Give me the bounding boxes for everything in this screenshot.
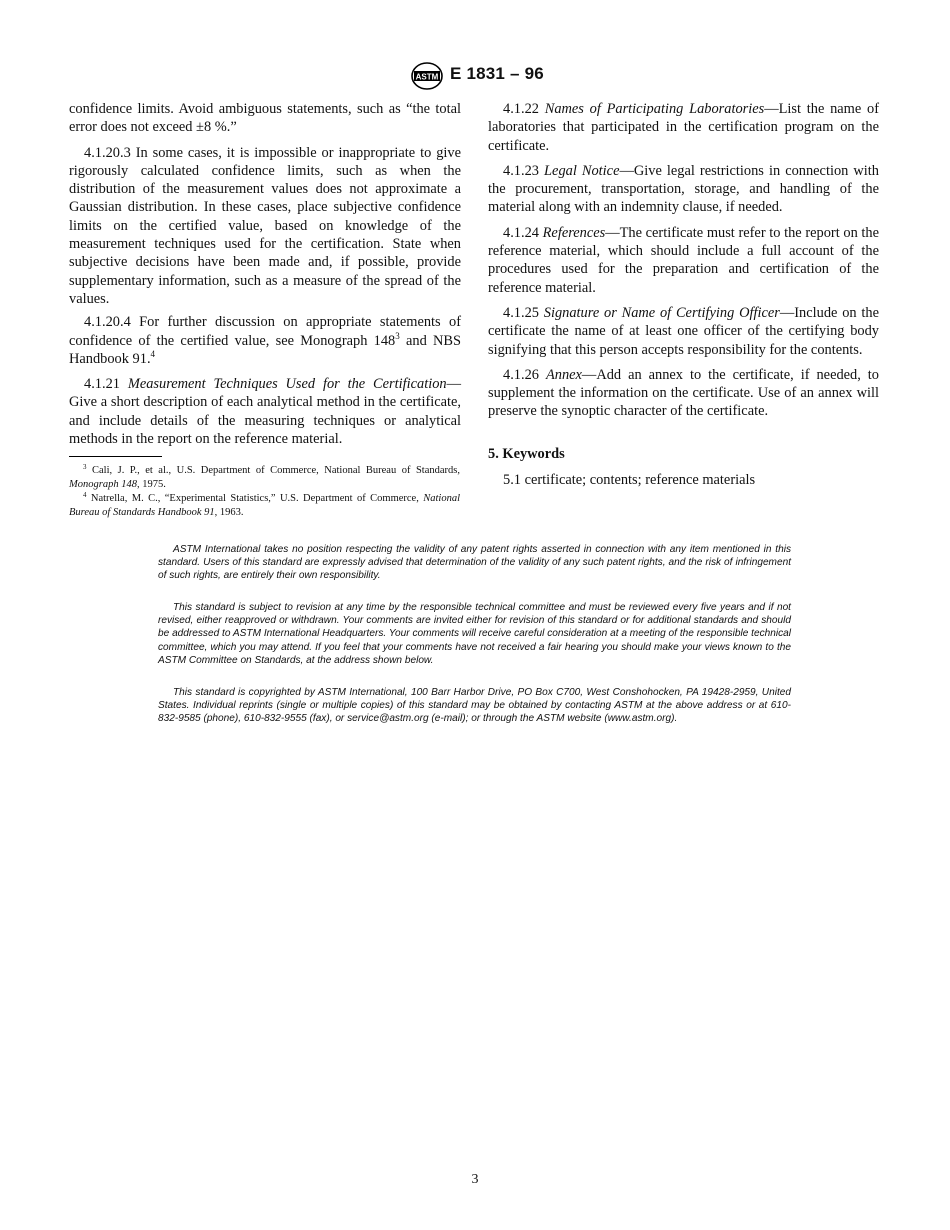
left-column	[69, 100, 461, 455]
page-header	[0, 62, 950, 92]
notice-patent-rights: ASTM International takes no position respecting the validity of any patent rights asserted in connection with any item mentioned in this standard. Users of this standard are expressly advised that determination of the validity of any such patent rights, and the risk of infringement of such rights, are entirely their own responsibility.	[158, 544, 791, 582]
keywords-list: 5.1 certificate; contents; reference materials	[503, 472, 756, 488]
paragraph-4-1-22: 4.1.22 Names of Participating Laboratories—List the name of laboratories that participated in the certification program on the certificate.	[488, 101, 879, 154]
paragraph-4-1-24: 4.1.24 References—The certificate must refer to the report on the reference material, which should include a full account of the procedures used for the preparation and certification of the reference material.	[488, 224, 879, 296]
paragraph-confidence-limits: confidence limits. Avoid ambiguous statements, such as “the total error does not exceed ±8 %.”	[69, 101, 461, 136]
astm-logo-icon	[411, 62, 443, 90]
paragraph-4-1-25: 4.1.25 Signature or Name of Certifying Officer—Include on the certificate the name of at least one officer of the certifying body signifying that this person accepts responsibility for the contents.	[488, 304, 879, 358]
notice-copyright: This standard is copyrighted by ASTM International, 100 Barr Harbor Drive, PO Box C700, West Conshohocken, PA 19428-2959, United States. Individual reprints (single or multiple copies) of this standard may be obtained by contacting ASTM at the above address or at 610-832-9585 (phone), 610-832-9555 (fax), or service@astm.org (e-mail); or through the ASTM website (www.astm.org).	[158, 686, 791, 724]
footnote-ref-4: 4	[150, 348, 156, 359]
page-number: 3	[471, 1172, 479, 1187]
section-heading-keywords: 5. Keywords	[488, 446, 565, 462]
footnote-3: $^3$ Cali, J. P., et al., U.S. Department of Commerce, National Bureau of Standards, Monograph 148, 1975.	[69, 463, 460, 491]
right-column	[488, 100, 879, 428]
paragraph-4-1-21: 4.1.21 Measurement Techniques Used for the Certification—Give a short description of each analytical method in the certificate, and include details of the measuring techniques or analytical methods in the report on the reference material.	[69, 376, 461, 448]
astm-notices	[158, 543, 791, 744]
svg-text:ASTM: ASTM	[415, 72, 439, 82]
footnote-ref-3: 3	[395, 330, 400, 341]
footnotes	[69, 464, 460, 520]
footnote-divider	[69, 456, 162, 457]
paragraph-4-1-23: 4.1.23 Legal Notice—Give legal restrictions in connection with the procurement, transportation, storage, and handling of the material along with an indemnity clause, if needed.	[488, 162, 879, 216]
paragraph-4-1-26: 4.1.26 Annex—Add an annex to the certificate, if needed, to supplement the information on the certificate. Use of an annex will preserve the synoptic character of the certificate.	[488, 366, 879, 420]
paragraph-4-1-20-3: 4.1.20.3 In some cases, it is impossible or inappropriate to give rigorously calculated confidence limits, such as when the distribution of the measurement values does not approximate a Gaussian distribution. In these cases, place subjective confidence limits on the certified value, based on knowledge of the measurement techniques used for the certification. State when subjective decisions have been made and, if possible, provide supplementary information, such as a measure of the spread of the values.	[69, 144, 461, 307]
paragraph-4-1-20-4: 4.1.20.4 For further discussion on appropriate statements of confidence of the certified value, see Monograph $148^3$ and NBS Handbook 91.$^4$	[69, 314, 462, 367]
notice-revision: This standard is subject to revision at any time by the responsible technical committee and must be reviewed every five years and if not revised, either reapproved or withdrawn. Your comments are invited either for revision of this standard or for additional standards and should be addressed to ASTM International Headquarters. Your comments will receive careful consideration at a meeting of the responsible technical committee, which you may attend. If you feel that your comments have not received a fair hearing you should make your views known to the ASTM Committee on Standards, at the address shown below.	[158, 602, 791, 666]
footnote-4: $^4$ Natrella, M. C., “Experimental Statistics,” U.S. Department of Commerce, National Bureau of Standards Handbook 91, 1963.	[69, 491, 460, 519]
document-designation: E 1831 – 96	[450, 64, 544, 83]
